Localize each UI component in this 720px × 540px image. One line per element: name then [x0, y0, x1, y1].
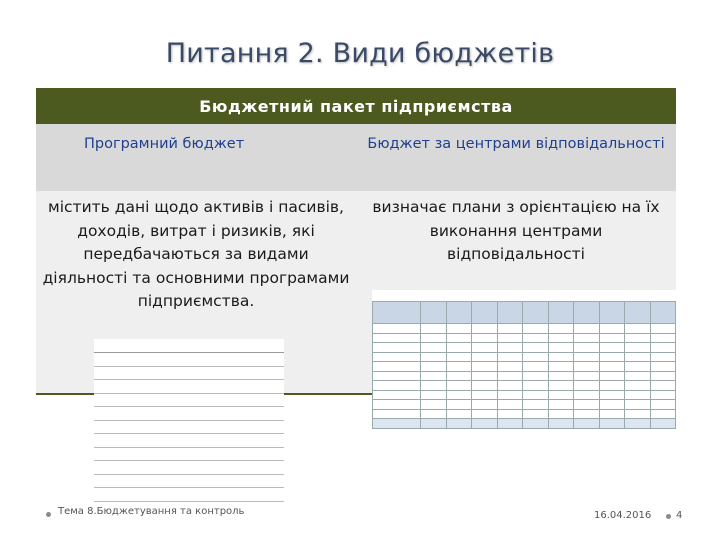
column-titles-row — [36, 124, 676, 191]
slide-number: 4 — [676, 510, 683, 521]
scan-line — [94, 394, 284, 408]
responsibility-budget-description: визначає плани з орієнтацією на їх виконання центрами відповідальності — [372, 198, 660, 263]
scan-line — [94, 448, 284, 462]
scan-caption — [372, 292, 676, 298]
scan-line — [94, 407, 284, 421]
footer-bullet-left — [46, 512, 51, 517]
responsibility-budget-scan-image — [372, 290, 676, 458]
scan-line — [94, 380, 284, 394]
footer-topic: Тема 8.Бюджетування та контроль — [58, 506, 245, 517]
scan-line — [94, 488, 284, 502]
column-title-responsibility-budget: Бюджет за центрами відповідальності — [367, 136, 665, 152]
program-budget-scan-image — [94, 339, 284, 511]
scan-line — [94, 475, 284, 489]
scan-line — [94, 367, 284, 381]
scan-line — [94, 434, 284, 448]
program-budget-description: містить дані щодо активів і пасивів, доходів, витрат і ризиків, які передбачаються за видами діяльності та основними програмами підприємства. — [42, 198, 350, 310]
scan-table — [372, 301, 676, 429]
scan-line — [94, 461, 284, 475]
footer-bullet-right — [666, 514, 671, 519]
footer-date: 16.04.2016 — [594, 510, 652, 521]
column-title-program-budget: Програмний бюджет — [84, 136, 245, 152]
table-header: Бюджетний пакет підприємства — [36, 88, 676, 124]
scan-header — [94, 339, 284, 353]
slide-title: Питання 2. Види бюджетів — [165, 38, 555, 69]
scan-line — [94, 421, 284, 435]
scan-line — [94, 353, 284, 367]
